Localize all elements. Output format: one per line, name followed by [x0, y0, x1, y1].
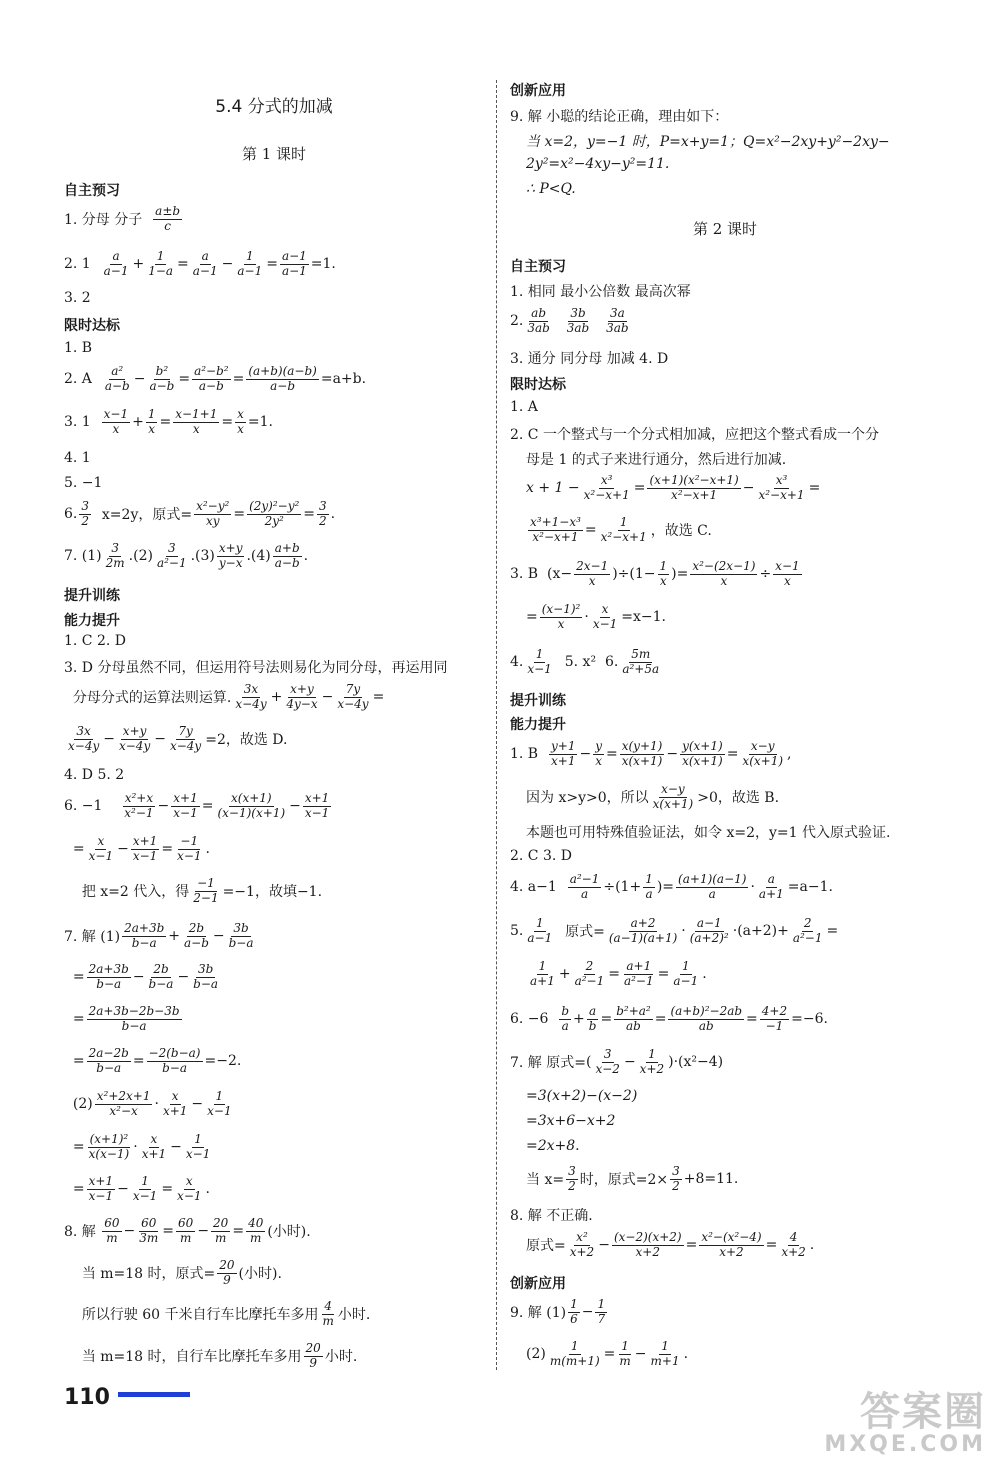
answer-line: (2) 1 m(m+1) = 1 m − 1 m+1 . [526, 1339, 689, 1368]
section-heading: 限时达标 [64, 318, 120, 334]
answer-line: 7. 解 原式= ( $\frac{3}{x-2}$ − 1 x+2 )·(x²−4) [510, 1047, 724, 1076]
answer-line: =3x+6−x+2 [526, 1113, 616, 1129]
answer-line: 把 x=2 代入，得 $\frac{-1}{2-1}$ =−1，故填−1. [81, 876, 323, 905]
answer-line: = 2a+3b−2b−3b b−a [64, 1004, 180, 1033]
lesson-title: 第 2 课时 [692, 220, 758, 238]
answer-line: 6. 3 2 x=2y，原式= $\frac{\text{x²−y²}}{xy}$ = (2y)²−y² 2y² = 3 2 . [64, 499, 336, 528]
answer-line: 6. −6 b a + a b = b²+a² ab = (a+b)²−2ab ab = $\frac{4+2}{-1}$ =−6. [510, 1004, 828, 1033]
answer-line: 所以行驶 60 千米自行车比摩托车多用 4 m 小时. [81, 1299, 371, 1328]
page-number-bar [118, 1392, 190, 1397]
answer-line: 3x x−4y − x+y x−4y − $\frac{7y}{x-4y}$ =2，故选 D. [68, 724, 288, 753]
answer-line: 当 x=2，y=−1 时，P=x+y=1；Q=x²−2xy+y²−2xy− [526, 134, 890, 150]
watermark [824, 1389, 986, 1457]
watermark-title: 答案圈 [860, 1389, 986, 1435]
answer-line: 3. 1 x−1 x + 1 x = x−1+1 x = $\frac{x}{x}$ =1. [64, 407, 273, 436]
section-heading: 创新应用 [510, 83, 566, 99]
answer-line: 因为 x>y>0，所以 x−y x(x+1) >0，故选 B. [526, 782, 780, 811]
answer-line: 当 x= $\frac{3}{2}$ 时，原式=2× $\frac{3}{2}$ +8=11. [526, 1164, 739, 1193]
answer-line: 2. A a² a−b − b² a−b = a²−b² a−b = $\frac{(a+b)(a-b)}{a-b}$ =a+b. [64, 364, 367, 393]
answer-line: = (x−1)² x · $\frac{x}{x-1}$ =x−1. [526, 602, 667, 631]
answer-line: 8. 解 不正确. [510, 1208, 593, 1224]
answer-line: 4. D 5. 2 [64, 767, 125, 783]
answer-line: 2. C 3. D [510, 848, 573, 864]
answer-line: = 2a+3b b−a − 2b b−a − 3b b−a [64, 962, 219, 991]
answer-line: 7. 解 (1) 2a+3b b−a + 2b a−b − 3b b−a [64, 921, 254, 950]
answer-line: ∴ P<Q. [526, 181, 576, 197]
answer-line: = 2a−2b b−a = $\frac{-2(b-a)}{b-a}$ =−2. [64, 1046, 242, 1075]
page-number: 110 [64, 1385, 110, 1410]
lesson-title: 第 1 课时 [241, 145, 307, 163]
answer-line: =2x+8. [526, 1138, 580, 1154]
answer-line: 2y²=x²−4xy−y²=11. [526, 156, 670, 172]
section-heading: 限时达标 [510, 377, 566, 393]
answer-line: (2) x²+2x+1 x²−x · x x+1 − 1 x−1 [72, 1089, 232, 1118]
section-heading: 提升训练 [510, 693, 566, 709]
answer-line: 8. 解 60 m − 60 3m = 60 m − 20 m = 40 m (小时). [64, 1216, 311, 1245]
answer-line: 1. B [64, 340, 93, 356]
answer-line: 9. 解 小聪的结论正确，理由如下： [510, 109, 729, 125]
subsection-heading: 能力提升 [64, 613, 120, 629]
fraction: a±b c [155, 204, 181, 233]
answer-line: x³+1−x³ x²−x+1 = 1 x²−x+1 ，故选 C. [530, 515, 712, 544]
answer-line: 1. A [510, 399, 538, 415]
answer-line: 2. ab 3ab 3b 3ab 3a 3ab [510, 306, 629, 335]
subsection-heading: 能力提升 [510, 717, 566, 733]
answer-line: 1. 分母 分子 a±b c [64, 204, 181, 233]
answer-line: = x x−1 − x+1 x−1 = −1 x−1 . [64, 834, 210, 863]
answer-line: 1. 相同 最小公倍数 最高次幂 [510, 284, 691, 300]
answer-line: 原式= $\frac{\text{x²}}{x+2}$ − (x−2)(x+2) x+2 = x²−(x²−4) x+2 = 4 x+2 . [526, 1230, 815, 1259]
answer-line: 3. 通分 同分母 加减 4. D [510, 351, 669, 367]
answer-line: 3. 2 [64, 290, 91, 306]
column-divider [496, 80, 497, 1370]
answer-line: 1. B y+1 x+1 − y x = x(y+1) x(x+1) − y(x+1) x(x+1) = x−y x(x+1) , [510, 739, 792, 768]
section-heading: 自主预习 [64, 183, 120, 199]
answer-line: = (x+1)² x(x−1) · x x+1 − 1 x−1 [64, 1132, 211, 1161]
answer-line: 9. 解 (1) 1 6 − 1 7 [510, 1297, 606, 1326]
answer-line: x + 1 − $\frac{\text{x³}}{\text{x²−x+1}}$ = (x+1)(x²−x+1) x²−x+1 − x³ x²−x+1 = [526, 473, 821, 502]
answer-line: 2. 1 a a−1 + 1 1−a = a a−1 − 1 a−1 = $\frac{a-1}{a-1}$ =1. [64, 249, 336, 278]
answer-line: 3. B (x− 2x−1 x )÷(1− 1 x )= x²−(2x−1) x ÷ x−1 x [510, 559, 800, 588]
answer-line: 本题也可用特殊值验证法，如令 x=2，y=1 代入原式验证. [526, 825, 891, 841]
section-heading: 自主预习 [510, 259, 566, 275]
answer-line: 当 m=18 时，自行车比摩托车多用 20 9 小时. [81, 1341, 358, 1370]
answer-line: 当 m=18 时，原式= $\frac{20}{9}$ (小时). [81, 1258, 282, 1287]
watermark-url: MXQE.COM [824, 1432, 986, 1457]
answer-line: 7. (1) 3 2m .(2) 3 a²−1 .(3) x+y y−x .(4) a+b a−b . [64, 541, 309, 570]
answer-line: 1. C 2. D [64, 633, 127, 649]
section-heading: 提升训练 [64, 588, 120, 604]
answer-line: = x+1 x−1 − 1 x−1 = x x−1 . [64, 1174, 210, 1203]
answer-line: 2. C 一个整式与一个分式相加减，应把这个整式看成一个分 [510, 427, 879, 443]
answer-line: 4. 1 [64, 450, 91, 466]
answer-line: =3(x+2)−(x−2) [526, 1088, 638, 1104]
chapter-title: 5.4 分式的加减 [215, 97, 333, 117]
section-heading: 创新应用 [510, 1276, 566, 1292]
answer-line: 3. D 分母虽然不同，但运用符号法则易化为同分母，再运用同 [64, 660, 448, 676]
answer-line: 母是 1 的式子来进行通分，然后进行加减. [526, 452, 787, 468]
answer-line: 4. 1 x−1 5. x² 6. 5m a²+5a [510, 647, 660, 676]
answer-line: 分母分式的运算法则运算. 3x x−4y + x+y 4y−x − 7y x−4y = [72, 682, 385, 711]
answer-line: 5. −1 [64, 475, 103, 491]
answer-line: 6. −1 x²+x x²−1 − x+1 x−1 = x(x+1) (x−1)(x+1) − x+1 x−1 [64, 791, 330, 820]
answer-line: 1 a+1 + 2 a²−1 = a+1 a²−1 = 1 a−1 . [530, 959, 707, 988]
answer-line: 4. a−1 a²−1 a ÷(1+ 1 a )= (a+1)(a−1) a · $\frac{a}{a+1}$ =a−1. [510, 872, 833, 901]
answer-line: 5. 1 a−1 原式= $\frac{a+2}{(a-1)(a+1)}$ · a−1 (a+2)² ·(a+2)+ 2 a²−1 = [510, 916, 839, 945]
